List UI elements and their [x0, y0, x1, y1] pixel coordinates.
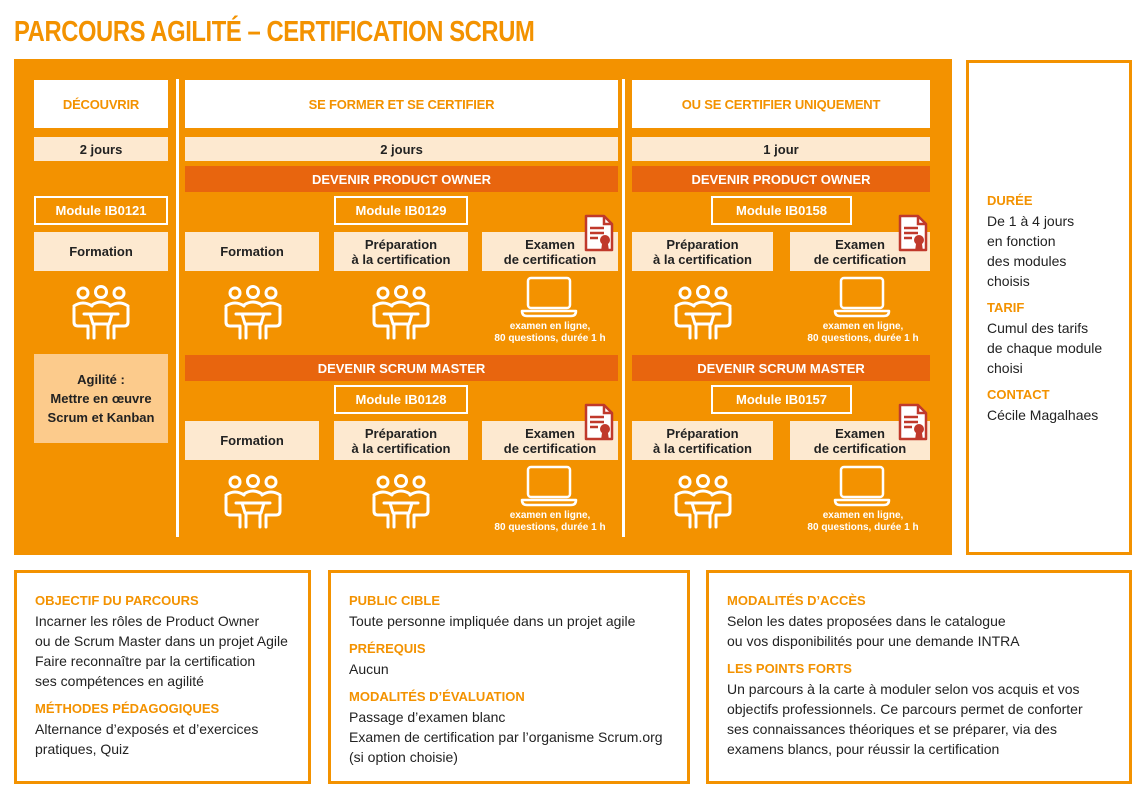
exam-cell-line: de certification [813, 440, 907, 456]
preparation-cell-line: Préparation [364, 236, 438, 252]
duration-decouvrir: 2 jours [34, 137, 168, 161]
acces-text: ou vos disponibilités pour une demande INTRA [727, 633, 1020, 649]
points-forts-text: ses connaissances théoriques et se préparer, via des [727, 721, 1057, 737]
certificate-icon [898, 214, 928, 252]
preparation-cell [632, 232, 773, 271]
objectif-text: Incarner les rôles de Product Owner [35, 613, 260, 629]
duree-text: en fonction [987, 233, 1056, 249]
public-label: PUBLIC CIBLE [349, 593, 440, 608]
duration-certifier: 1 jour [632, 137, 930, 161]
agility-line: Scrum et Kanban [47, 410, 155, 425]
info-sidebar [966, 60, 1132, 555]
page-title: PARCOURS AGILITÉ – CERTIFICATION SCRUM [14, 16, 535, 48]
meeting-people-icon [672, 284, 734, 340]
tarif-text: choisi [987, 360, 1023, 376]
exam-cell-line: Examen [525, 236, 575, 252]
laptop-icon [520, 276, 578, 318]
exam-note [480, 510, 620, 534]
preparation-cell-line: à la certification [653, 440, 752, 456]
objectives-box [14, 570, 311, 784]
meeting-people-icon [370, 473, 432, 529]
sm-bar: DEVENIR SCRUM MASTER [185, 355, 618, 381]
exam-note-line: examen en ligne, [509, 321, 591, 332]
preparation-cell-line: à la certification [653, 251, 752, 267]
contact-text: Cécile Magalhaes [987, 407, 1099, 423]
module-ib0128: Module IB0128 [334, 385, 468, 414]
preparation-cell [632, 421, 773, 460]
exam-note-line: 80 questions, durée 1 h [494, 333, 606, 344]
exam-cell-line: Examen [835, 425, 885, 441]
module-ib0158: Module IB0158 [711, 196, 852, 225]
evaluation-text: Passage d’examen blanc [349, 709, 506, 725]
objectif-label: OBJECTIF DU PARCOURS [35, 593, 199, 608]
acces-text: Selon les dates proposées dans le catalogue [727, 613, 1006, 629]
evaluation-text: Examen de certification par l’organisme Scrum.org [349, 729, 663, 745]
exam-note [480, 321, 620, 345]
meeting-people-icon [70, 284, 132, 340]
objectif-text: ou de Scrum Master dans un projet Agile [35, 633, 288, 649]
duration-se-former: 2 jours [185, 137, 618, 161]
prerequis-text: Aucun [349, 661, 389, 677]
preparation-cell-line: Préparation [364, 425, 438, 441]
header-decouvrir: DÉCOUVRIR [34, 80, 168, 128]
certificate-icon [898, 403, 928, 441]
module-ib0157: Module IB0157 [711, 385, 852, 414]
module-ib0121: Module IB0121 [34, 196, 168, 225]
agility-line: Mettre en œuvre [50, 391, 152, 406]
preparation-cell-line: Préparation [666, 236, 739, 252]
meeting-people-icon [222, 284, 284, 340]
methodes-label: MÉTHODES PÉDAGOGIQUES [35, 701, 220, 716]
points-forts-text: examens blancs, pour réussir la certification [727, 741, 1000, 757]
access-box [706, 570, 1132, 784]
tarif-text: de chaque module [987, 340, 1103, 356]
laptop-icon [833, 465, 891, 507]
parcours-panel [14, 59, 952, 555]
meeting-people-icon [222, 473, 284, 529]
preparation-cell [334, 421, 468, 460]
exam-note-line: examen en ligne, [822, 510, 904, 521]
evaluation-label: MODALITÉS D’ÉVALUATION [349, 689, 525, 704]
duree-text: des modules [987, 253, 1067, 269]
exam-cell-line: de certification [813, 251, 907, 267]
exam-cell-line: de certification [503, 440, 597, 456]
exam-note-line: 80 questions, durée 1 h [494, 522, 606, 533]
column-separator [176, 79, 179, 537]
duree-text: De 1 à 4 jours [987, 213, 1075, 229]
public-text: Toute personne impliquée dans un projet agile [349, 613, 636, 629]
meeting-people-icon [370, 284, 432, 340]
preparation-cell-line: à la certification [351, 440, 451, 456]
preparation-cell [334, 232, 468, 271]
agility-cell [34, 354, 168, 443]
sm-bar: DEVENIR SCRUM MASTER [632, 355, 930, 381]
certificate-icon [584, 214, 614, 252]
exam-note [793, 510, 933, 534]
methodes-text: Alternance d’exposés et d’exercices [35, 721, 259, 737]
contact-label: CONTACT [987, 387, 1050, 402]
evaluation-text: (si option choisie) [349, 749, 458, 765]
points-forts-text: objectifs professionnels. Ce parcours permet de conforter [727, 701, 1083, 717]
exam-note-line: examen en ligne, [822, 321, 904, 332]
duree-label: DURÉE [987, 193, 1033, 208]
agility-line: Agilité : [77, 372, 125, 387]
preparation-cell-line: Préparation [666, 425, 739, 441]
po-bar: DEVENIR PRODUCT OWNER [185, 166, 618, 192]
formation-cell: Formation [185, 232, 319, 271]
exam-cell-line: de certification [503, 251, 597, 267]
tarif-label: TARIF [987, 300, 1025, 315]
header-se-former: SE FORMER ET SE CERTIFIER [185, 80, 618, 128]
certificate-icon [584, 403, 614, 441]
exam-note-line: 80 questions, durée 1 h [807, 522, 919, 533]
exam-cell-line: Examen [835, 236, 885, 252]
laptop-icon [520, 465, 578, 507]
objectif-text: Faire reconnaître par la certification [35, 653, 256, 669]
points-forts-label: LES POINTS FORTS [727, 661, 852, 676]
tarif-text: Cumul des tarifs [987, 320, 1089, 336]
exam-note-line: 80 questions, durée 1 h [807, 333, 919, 344]
formation-cell: Formation [34, 232, 168, 271]
exam-note [793, 321, 933, 345]
prerequis-label: PRÉREQUIS [349, 641, 426, 656]
exam-cell-line: Examen [525, 425, 575, 441]
laptop-icon [833, 276, 891, 318]
po-bar: DEVENIR PRODUCT OWNER [632, 166, 930, 192]
formation-cell: Formation [185, 421, 319, 460]
acces-label: MODALITÉS D’ACCÈS [727, 593, 866, 608]
module-ib0129: Module IB0129 [334, 196, 468, 225]
methodes-text: pratiques, Quiz [35, 741, 130, 757]
duree-text: choisis [987, 273, 1030, 289]
public-box [328, 570, 690, 784]
preparation-cell-line: à la certification [351, 251, 451, 267]
objectif-text: ses compétences en agilité [35, 673, 204, 689]
exam-note-line: examen en ligne, [509, 510, 591, 521]
column-separator [622, 79, 625, 537]
header-certifier: OU SE CERTIFIER UNIQUEMENT [632, 80, 930, 128]
meeting-people-icon [672, 473, 734, 529]
points-forts-text: Un parcours à la carte à moduler selon vos acquis et vos [727, 681, 1080, 697]
